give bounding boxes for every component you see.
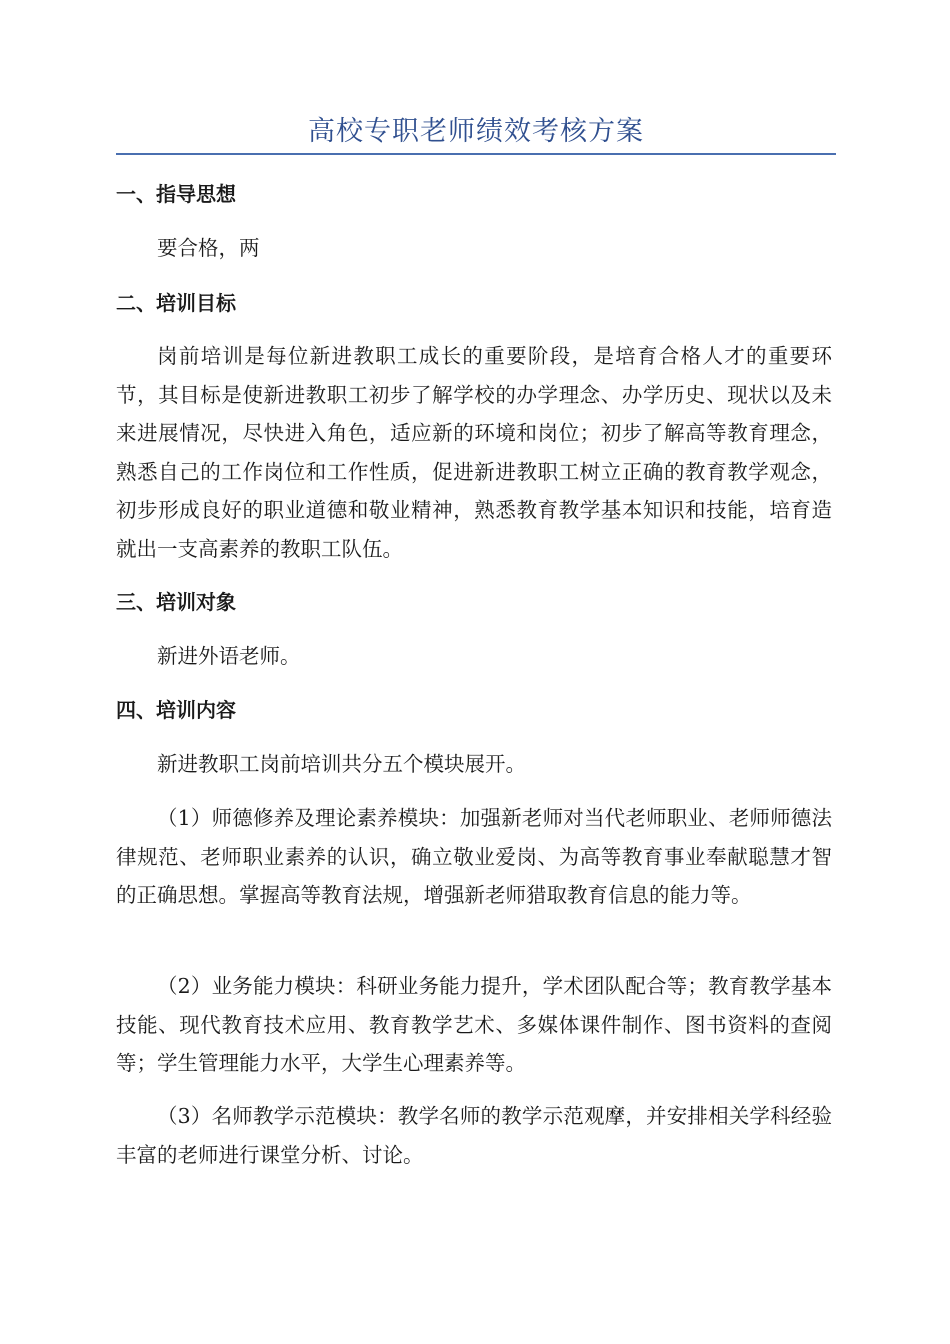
section-heading-training-goal: 二、培训目标	[116, 291, 236, 315]
paragraph: 要合格，两	[157, 236, 260, 260]
paragraph-module-1: （1）师德修养及理论素养模块：加强新老师对当代老师职业、老师师德法律规范、老师职业素养的认识，确立敬业爱岗、为高等教育事业奉献聪慧才智的正确思想。掌握高等教育法规，增强新老师猎取教育信息的能力等。	[116, 806, 832, 907]
section-heading-training-target: 三、培训对象	[116, 590, 236, 614]
section-heading-guiding-ideology: 一、指导思想	[116, 182, 236, 206]
paragraph-module-2: （2）业务能力模块：科研业务能力提升，学术团队配合等；教育教学基本技能、现代教育技术应用、教育教学艺术、多媒体课件制作、图书资料的查阅等；学生管理能力水平，大学生心理素养等。	[116, 974, 832, 1075]
document-title: 高校专职老师绩效考核方案	[308, 116, 644, 147]
section-heading-training-content: 四、培训内容	[116, 698, 236, 722]
title-underline	[116, 153, 836, 155]
paragraph: 新进教职工岗前培训共分五个模块展开。	[157, 752, 526, 776]
paragraph-module-3: （3）名师教学示范模块：教学名师的教学示范观摩，并安排相关学科经验丰富的老师进行课堂分析、讨论。	[116, 1104, 832, 1167]
paragraph: 岗前培训是每位新进教职工成长的重要阶段，是培育合格人才的重要环节，其目标是使新进教职工初步了解学校的办学理念、办学历史、现状以及未来进展情况，尽快进入角色，适应新的环境和岗位；初步了解高等教育理念，熟悉自己的工作岗位和工作性质，促进新进教职工树立正确的教育教学观念，初步形成良好的职业道德和敬业精神，熟悉教育教学基本知识和技能，培育造就出一支高素养的教职工队伍。	[116, 344, 832, 561]
paragraph: 新进外语老师。	[157, 644, 301, 668]
